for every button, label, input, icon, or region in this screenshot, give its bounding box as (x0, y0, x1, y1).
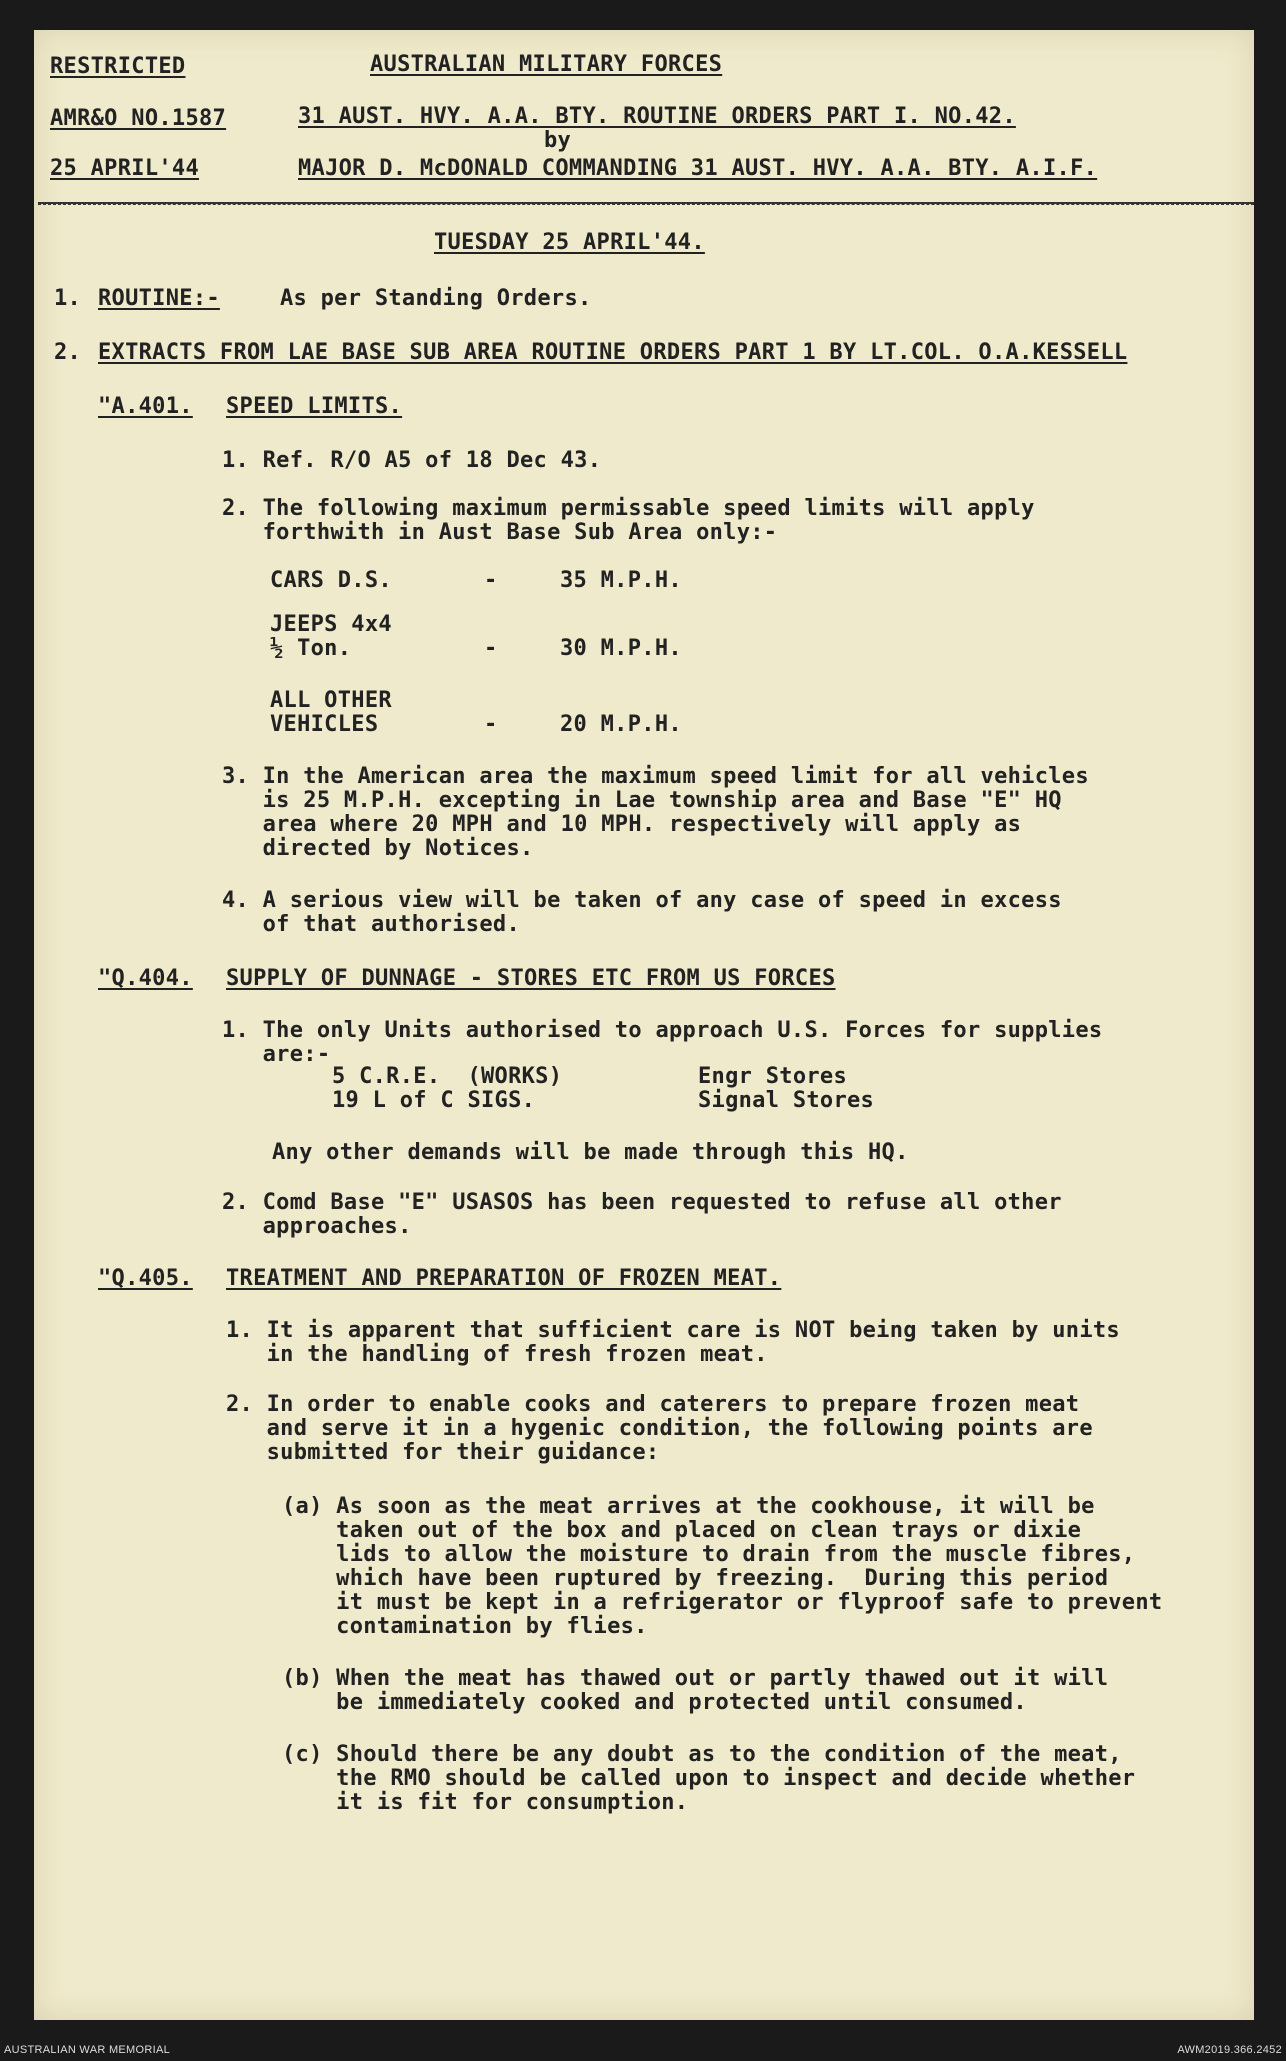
q404-para1-line2: are:- (222, 1042, 331, 1067)
q404-para2-line1: 2. Comd Base "E" USASOS has been requested to refuse all other (222, 1190, 1062, 1215)
q404-title: SUPPLY OF DUNNAGE - STORES ETC FROM US FORCES (226, 966, 836, 991)
header-divider (38, 202, 1254, 205)
q405-sub-c-line1: (c) Should there be any doubt as to the condition of the meat, (282, 1742, 1122, 1767)
a401-para3-line4: directed by Notices. (222, 836, 534, 861)
q405-sub-b-line1: (b) When the meat has thawed out or partly thawed out it will (282, 1666, 1109, 1691)
q405-para1-line2: in the handling of fresh frozen meat. (226, 1342, 768, 1367)
speed-row-vehicle-sub: VEHICLES (270, 712, 379, 737)
speed-row-vehicle: CARS D.S. (270, 568, 392, 593)
q404-para2-line2: approaches. (222, 1214, 412, 1239)
speed-row-vehicle-sub: ½ Ton. (270, 636, 352, 661)
q405-code: "Q.405. (98, 1266, 193, 1291)
a401-para3-line3: area where 20 MPH and 10 MPH. respectively will apply as (222, 812, 1022, 837)
q405-sub-b-line2: be immediately cooked and protected until consumed. (282, 1690, 1027, 1715)
authorised-unit: 5 C.R.E. (WORKS) (332, 1064, 563, 1089)
a401-para2-line2: forthwith in Aust Base Sub Area only:- (222, 520, 778, 545)
item1-number: 1. (54, 286, 82, 311)
q404-other-demands: Any other demands will be made through this HQ. (272, 1140, 909, 1165)
a401-para2-line1: 2. The following maximum permissable speed limits will apply (222, 496, 1035, 521)
authorised-unit: 19 L of C SIGS. (332, 1088, 536, 1113)
speed-row-dash: - (484, 712, 498, 737)
commander-line: MAJOR D. McDONALD COMMANDING 31 AUST. HVY. A.A. BTY. A.I.F. (298, 156, 1098, 181)
q404-para1-line1: 1. The only Units authorised to approach U.S. Forces for supplies (222, 1018, 1103, 1043)
a401-para1: 1. Ref. R/O A5 of 18 Dec 43. (222, 448, 602, 473)
by-label: by (544, 128, 572, 153)
item1-text: As per Standing Orders. (280, 286, 592, 311)
a401-para4-line2: of that authorised. (222, 912, 520, 937)
speed-row-limit: 20 M.P.H. (560, 712, 682, 737)
reference-number: AMR&O NO.1587 (50, 106, 227, 131)
speed-row-dash: - (484, 636, 498, 661)
q405-sub-a-line6: contamination by flies. (282, 1614, 648, 1639)
speed-row-dash: - (484, 568, 498, 593)
q405-para1-line1: 1. It is apparent that sufficient care is NOT being taken by units (226, 1318, 1120, 1343)
speed-row-vehicle: ALL OTHER (270, 688, 392, 713)
q405-sub-c-line3: it is fit for consumption. (282, 1790, 689, 1815)
q405-sub-a-line2: taken out of the box and placed on clean trays or dixie (282, 1518, 1082, 1543)
q405-sub-a-line3: lids to allow the moisture to drain from the muscle fibres, (282, 1542, 1136, 1567)
a401-para4-line1: 4. A serious view will be taken of any case of speed in excess (222, 888, 1062, 913)
speed-row-vehicle: JEEPS 4x4 (270, 612, 392, 637)
classification-label: RESTRICTED (50, 54, 186, 79)
a401-para3-line1: 3. In the American area the maximum speed limit for all vehicles (222, 764, 1089, 789)
day-heading: TUESDAY 25 APRIL'44. (434, 230, 705, 255)
q405-sub-a-line5: it must be kept in a refrigerator or flyproof safe to prevent (282, 1590, 1163, 1615)
document-page (34, 30, 1254, 2020)
archive-id: AWM2019.366.2452 (1177, 2044, 1282, 2056)
q405-para2-line1: 2. In order to enable cooks and caterers to prepare frozen meat (226, 1392, 1080, 1417)
archive-credit: AUSTRALIAN WAR MEMORIAL (4, 2044, 171, 2056)
item2-number: 2. (54, 340, 82, 365)
q404-code: "Q.404. (98, 966, 193, 991)
q405-sub-a-line1: (a) As soon as the meat arrives at the cookhouse, it will be (282, 1494, 1095, 1519)
a401-title: SPEED LIMITS. (226, 394, 403, 419)
speed-row-limit: 30 M.P.H. (560, 636, 682, 661)
q405-para2-line2: and serve it in a hygenic condition, the following points are (226, 1416, 1093, 1441)
item2-title: EXTRACTS FROM LAE BASE SUB AREA ROUTINE ORDERS PART 1 BY LT.COL. O.A.KESSELL (98, 340, 1128, 365)
q405-sub-c-line2: the RMO should be called upon to inspect and decide whether (282, 1766, 1136, 1791)
document-date: 25 APRIL'44 (50, 156, 199, 181)
item1-title: ROUTINE:- (98, 286, 220, 311)
q405-para2-line3: submitted for their guidance: (226, 1440, 660, 1465)
a401-code: "A.401. (98, 394, 193, 419)
authorised-stores: Engr Stores (698, 1064, 847, 1089)
speed-row-limit: 35 M.P.H. (560, 568, 682, 593)
org-heading: AUSTRALIAN MILITARY FORCES (370, 52, 723, 77)
q405-sub-a-line4: which have been ruptured by freezing. During this period (282, 1566, 1109, 1591)
document-title: 31 AUST. HVY. A.A. BTY. ROUTINE ORDERS PART I. NO.42. (298, 104, 1016, 129)
q405-title: TREATMENT AND PREPARATION OF FROZEN MEAT. (226, 1266, 782, 1291)
a401-para3-line2: is 25 M.P.H. excepting in Lae township area and Base "E" HQ (222, 788, 1062, 813)
authorised-stores: Signal Stores (698, 1088, 875, 1113)
